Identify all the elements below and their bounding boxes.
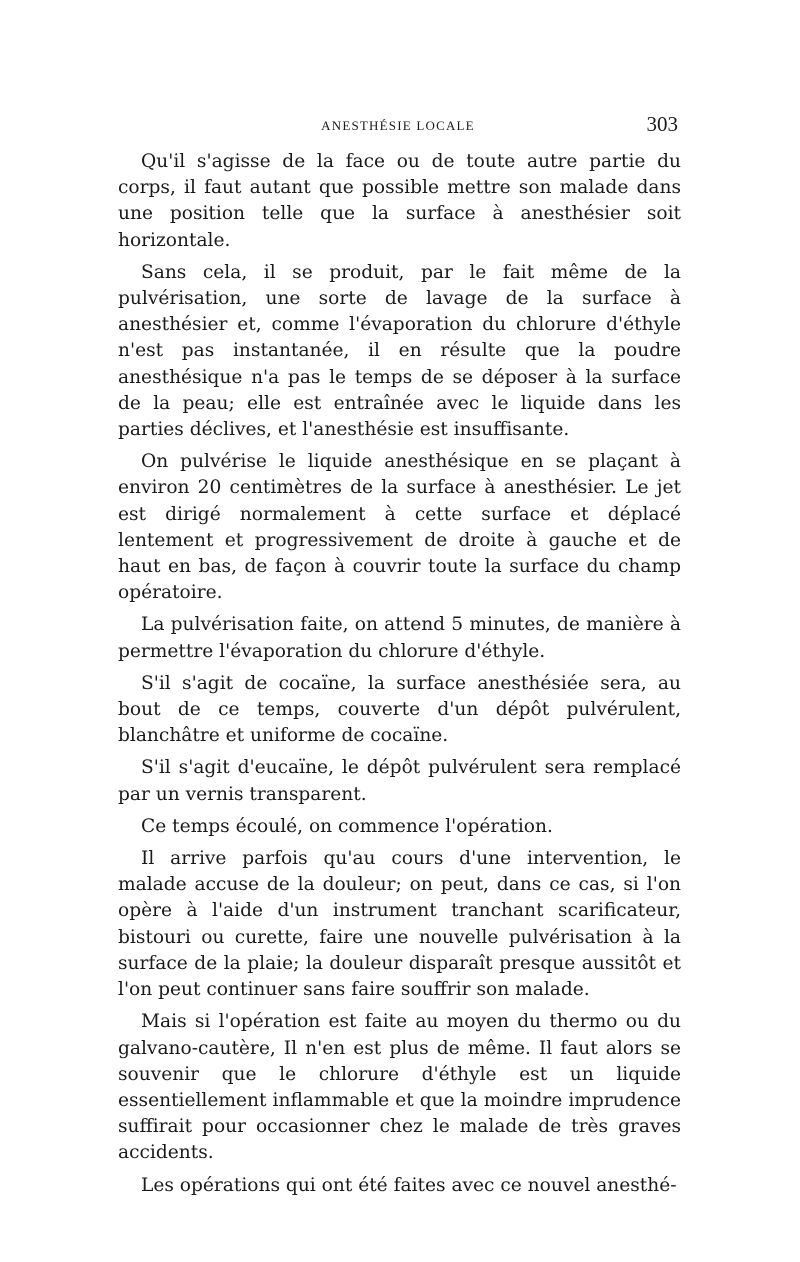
paragraph-spraying-method: On pulvérise le liquide anesthésique en se plaçant à environ 20 centimètres de la surface à anesthésier. Le jet est dirigé normalement à cette surface et déplacé lentement et progressivement de droite à gauche et de haut en bas, de façon à couvrir toute la surface du champ opératoire.	[118, 451, 681, 604]
paragraph-eucaine: S'il s'agit d'eucaïne, le dépôt pulvérulent sera remplacé par un vernis transparent.	[118, 757, 681, 805]
paragraph-pain-during-intervention: Il arrive parfois qu'au cours d'une intervention, le malade accuse de la douleur; on peut, dans ce cas, si l'on opère à l'aide d'un instrument tranchant scarificateur, bistouri ou curette, faire une nouvelle pulvérisation à la surface de la plaie; la douleur disparaît presque aussitôt et l'on peut continuer sans faire souffrir son malade.	[118, 848, 681, 1001]
paragraph-positioning: Qu'il s'agisse de la face ou de toute autre partie du corps, il faut autant que possible mettre son malade dans une position telle que la surface à anesthésier soit horizontale.	[118, 151, 681, 251]
running-head	[118, 112, 678, 142]
body-text	[118, 149, 681, 1205]
paragraph-waiting-time: La pulvérisation faite, on attend 5 minutes, de manière à permettre l'évaporation du chlorure d'éthyle.	[118, 614, 681, 662]
paragraph-without-horizontal: Sans cela, il se produit, par le fait même de la pulvérisation, une sorte de lavage de la surface à anesthésier et, comme l'évaporation du chlorure d'éthyle n'est pas instantanée, il en résulte que la poudre anesthésique n'a pas le temps de se déposer à la surface de la peau; elle est entraînée avec le liquide dans les parties déclives, et l'anesthésie est insuffisante.	[118, 261, 681, 441]
page-number: 303	[646, 112, 678, 136]
running-title: ANESTHÉSIE LOCALE	[321, 118, 475, 133]
paragraph-cocaine: S'il s'agit de cocaïne, la surface anesthésiée sera, au bout de ce temps, couverte d'un dépôt pulvérulent, blanchâtre et uniforme de cocaïne.	[118, 672, 681, 747]
paragraph-begin-operation: Ce temps écoulé, on commence l'opération.	[141, 815, 553, 837]
paragraph-cautery-warning: Mais si l'opération est faite au moyen du thermo ou du galvano-cautère, Il n'en est plus de même. Il faut alors se souvenir que le chlorure d'éthyle est un liquide essentiellement inflammable et que la moindre imprudence suffirait pour occasionner chez le malade de très graves accidents.	[118, 1011, 681, 1164]
paragraph-continuation: Les opérations qui ont été faites avec ce nouvel anesthé-	[141, 1174, 677, 1196]
